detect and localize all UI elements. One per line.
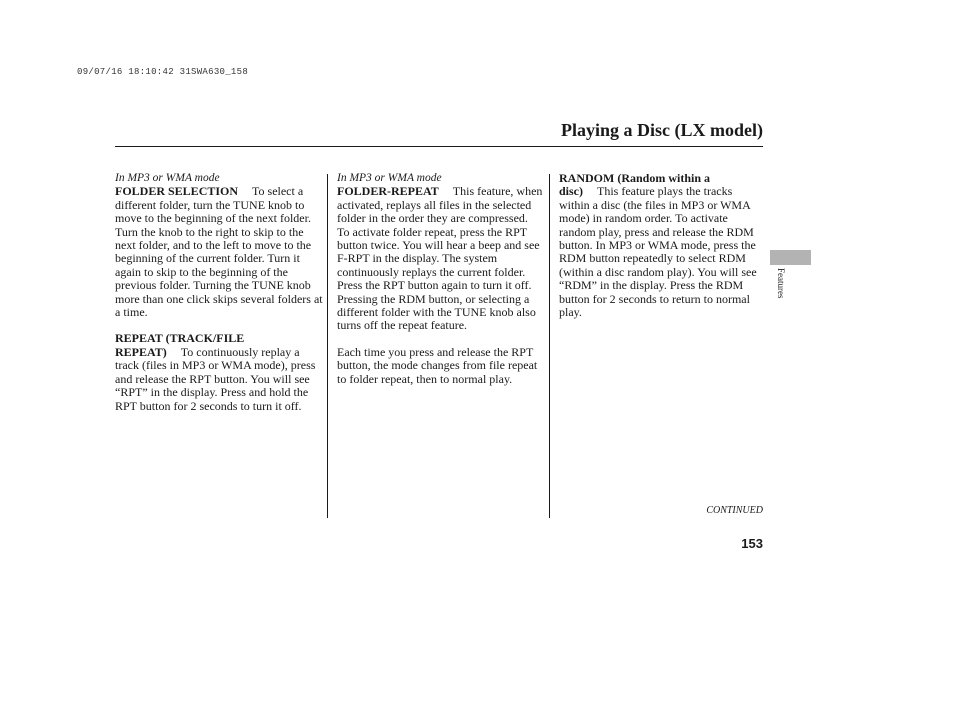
page-number: 153 xyxy=(741,536,763,551)
section-tab xyxy=(770,250,811,265)
mode-label: In MP3 or WMA mode xyxy=(337,172,442,184)
folder-selection-heading: FOLDER SELECTION xyxy=(115,184,239,199)
column-1 xyxy=(115,172,323,413)
random-text: This feature plays the tracks within a disc (the files in MP3 or WMA mode) in random order. To activate random play, press and release the RDM button. In MP3 or WMA mode, press the RDM button repeatedly to select RDM (within a disc random play). You will see “RDM” in the display. Press the RDM button for 2 seconds to return to normal play. xyxy=(559,184,757,320)
page-title: Playing a Disc (LX model) xyxy=(561,120,763,140)
random-paragraph xyxy=(559,172,763,319)
title-rule xyxy=(115,146,763,147)
folder-selection-text: To select a different folder, turn the TUNE knob to move to the beginning of the next folder. Turn the knob to the right to skip to the next folder, and to the left to move to the beginning of the current folder. Turn it again to skip to the beginning of the previous folder. Turning the TUNE knob more than one click skips several folders at a time. xyxy=(115,184,323,320)
folder-selection-paragraph xyxy=(115,185,323,319)
repeat-heading: REPEAT (TRACK/FILE REPEAT) xyxy=(115,331,245,359)
section-label: Features xyxy=(776,268,786,299)
column-3 xyxy=(559,172,763,319)
repeat-cycle-paragraph: Each time you press and release the RPT button, the mode changes from file repeat to folder repeat, then to normal play. xyxy=(337,344,538,386)
column-2 xyxy=(337,172,543,386)
random-heading: RANDOM (Random within a disc) xyxy=(559,171,711,199)
column-divider-2 xyxy=(549,174,550,518)
folder-repeat-paragraph xyxy=(337,185,543,332)
print-stamp: 09/07/16 18:10:42 31SWA630_158 xyxy=(77,67,249,77)
folder-repeat-text: This feature, when activated, replays all files in the selected folder in the order they are compressed. To activate folder repeat, press the RPT button twice. You will hear a beep and see F-RPT in the display. The system continuously replays the current folder. Press the RPT button again to turn it off. Pressing the RDM button, or selecting a different folder with the TUNE knob also turns off the repeat feature. xyxy=(337,184,543,333)
column-divider-1 xyxy=(327,174,328,518)
repeat-paragraph xyxy=(115,332,323,412)
folder-repeat-heading: FOLDER-REPEAT xyxy=(337,184,439,199)
continued-label: CONTINUED xyxy=(706,505,763,516)
repeat-text: To continuously replay a track (files in MP3 or WMA mode), press and release the RPT button. You will see “RPT” in the display. Press and hold the RPT button for 2 seconds to turn it off. xyxy=(115,344,316,413)
mode-label: In MP3 or WMA mode xyxy=(115,172,220,184)
